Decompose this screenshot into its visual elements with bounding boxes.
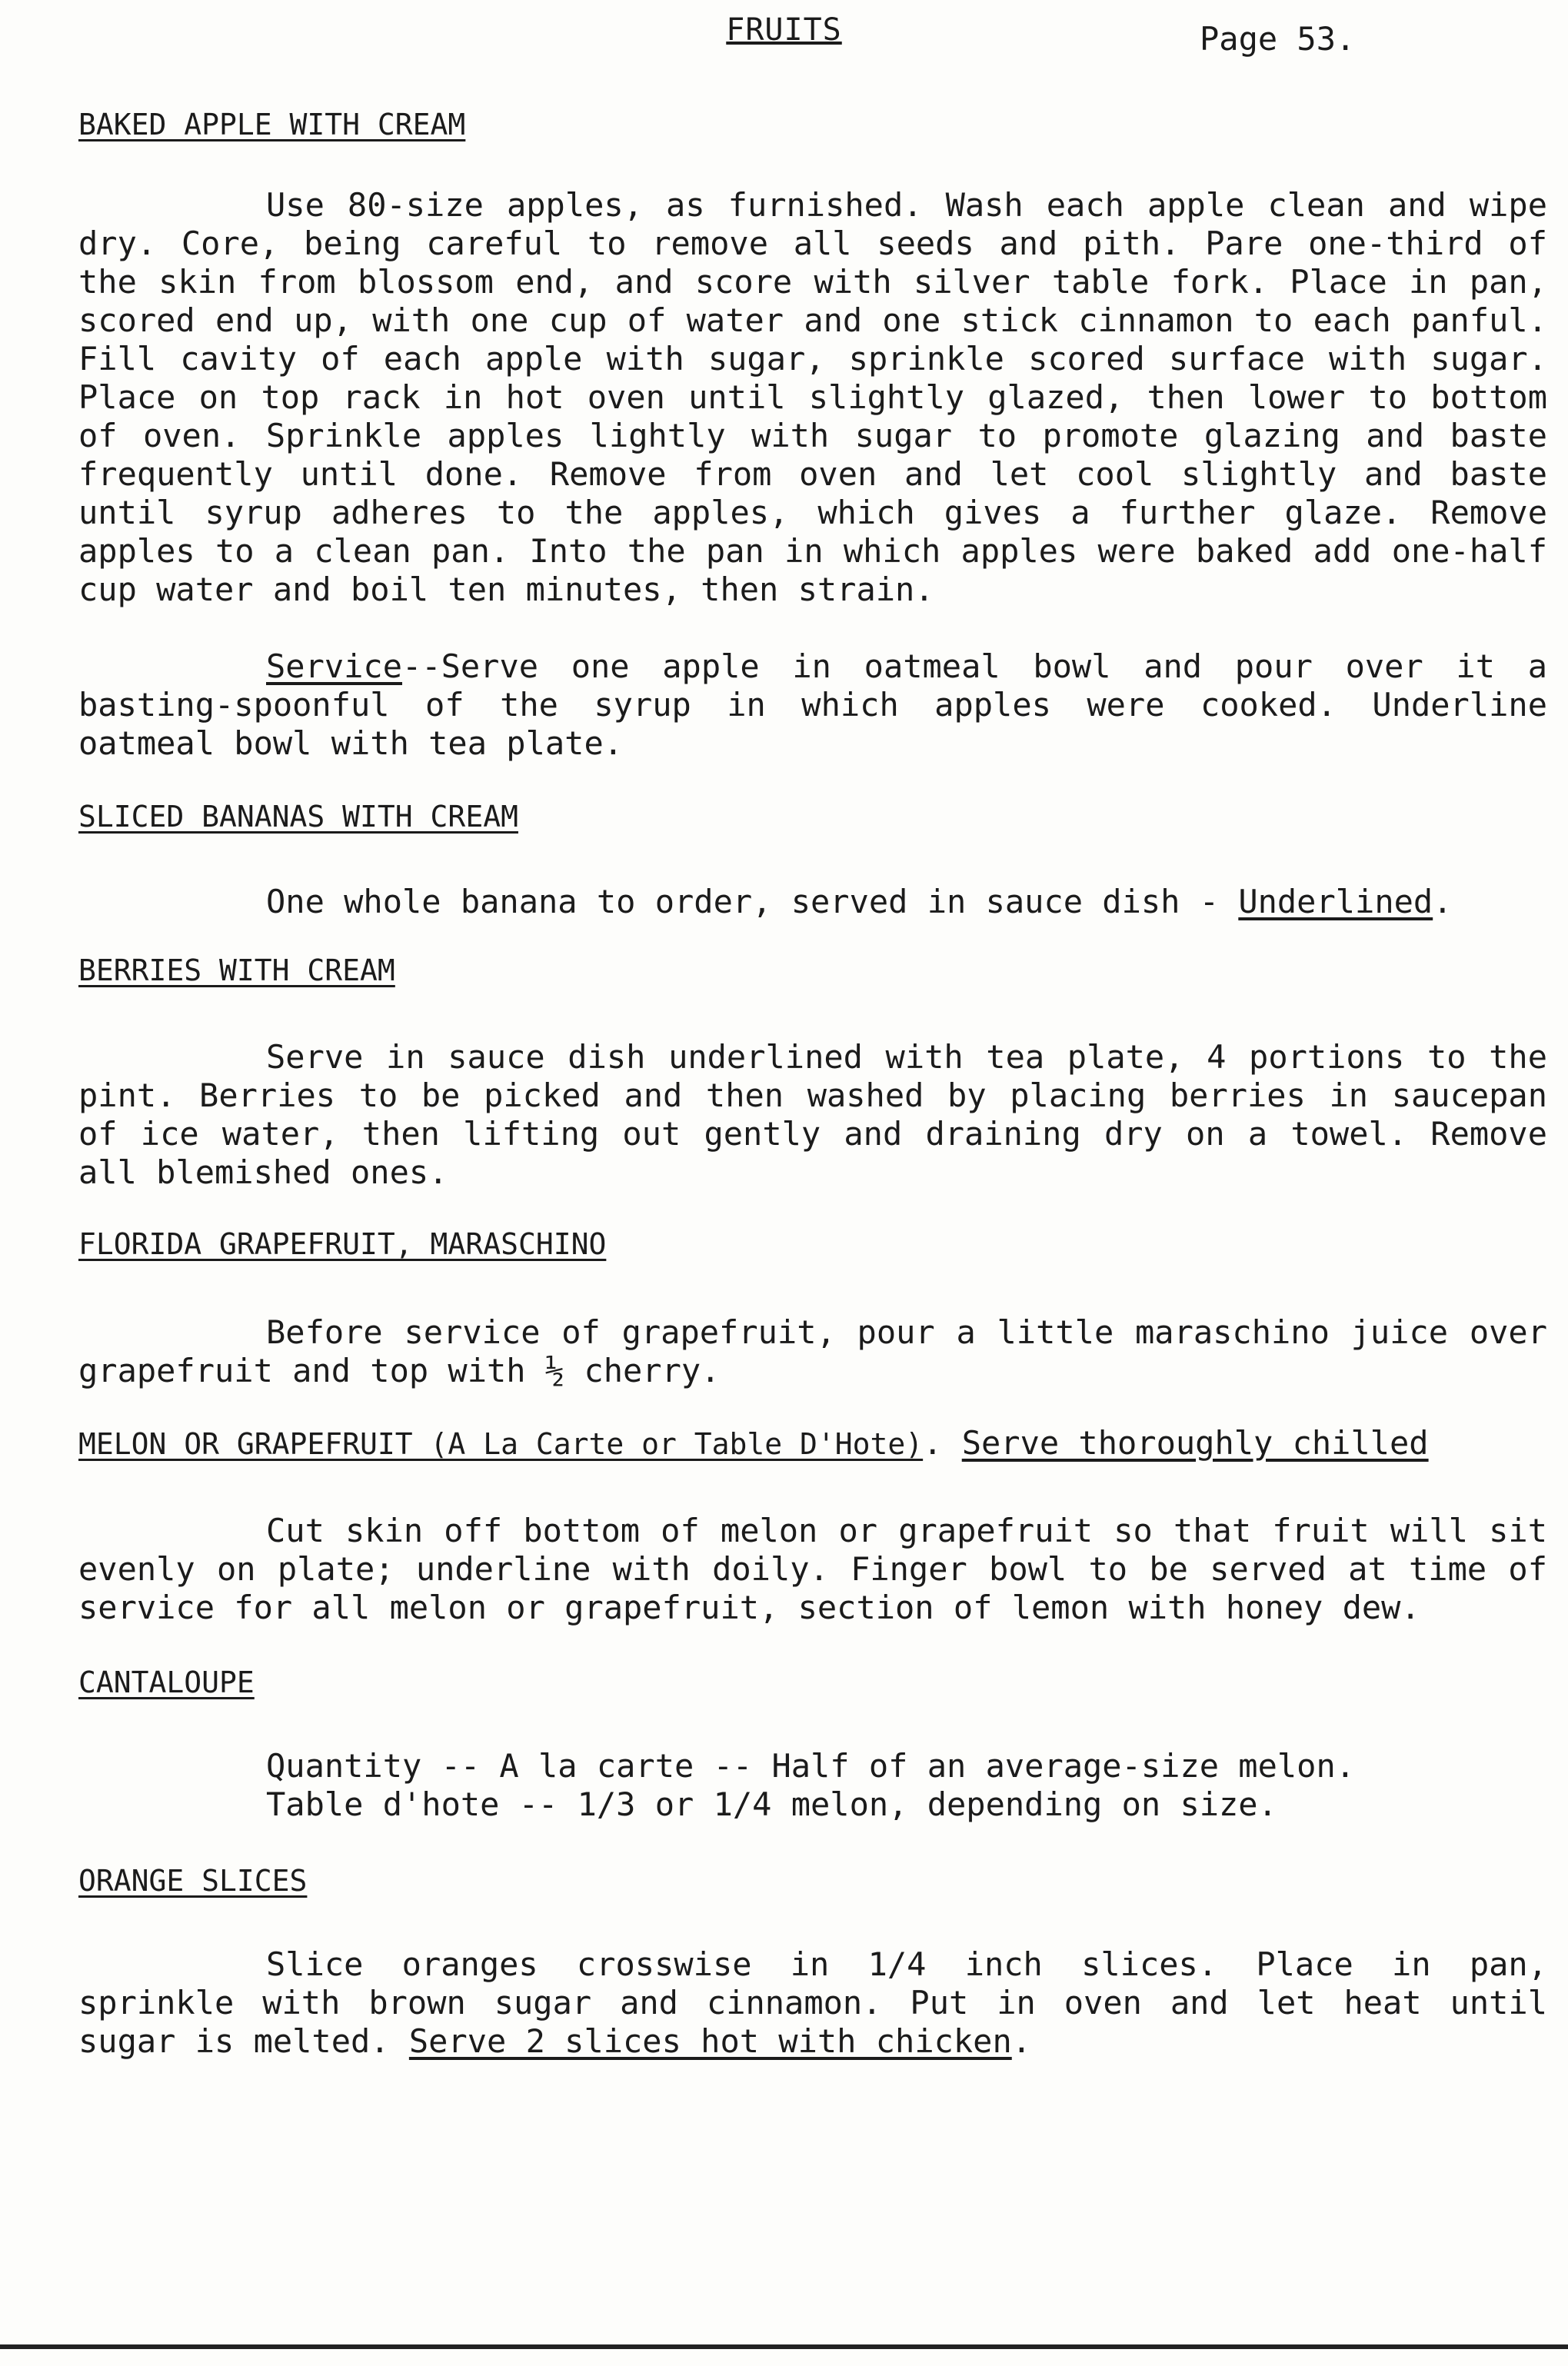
section-body-baked-apple: Use 80-size apples, as furnished. Wash each apple clean and wipe dry. Core, being careful to remove all seeds and pith. Pare one-third of the skin from blossom end, and score with silver table fork. Place in pan, scored end up, with one cup of water and one stick cinnamon to each panful. Fill cavity of each apple with sugar, sprinkle scored surface with sugar. Place on top rack in hot oven until slightly glazed, then lower to bottom of oven. Sprinkle apples lightly with sugar to promote glazing and baste frequently until done. Remove from oven and let cool slightly and baste until syrup adheres to the apples, which gives a further glaze. Remove apples to a clean pan. Into the pan in which apples were baked add one-half cup water and boil ten minutes, then strain. [78, 186, 1547, 608]
bananas-underlined: Underlined [1238, 883, 1433, 920]
section-title-bananas: SLICED BANANAS WITH CREAM [78, 800, 518, 834]
melon-title-sep: . [923, 1424, 962, 1462]
section-title-berries: BERRIES WITH CREAM [78, 953, 395, 987]
section-title-baked-apple: BAKED APPLE WITH CREAM [78, 108, 466, 141]
melon-title-note: Serve thoroughly chilled [961, 1424, 1429, 1462]
orange-emphasis: Serve 2 slices hot with chicken [408, 2022, 1012, 2060]
service-label: Service [266, 647, 403, 685]
section-title-grapefruit: FLORIDA GRAPEFRUIT, MARASCHINO [78, 1227, 607, 1261]
cantaloupe-line-1: Quantity -- A la carte -- Half of an average-size melon. [266, 1747, 1356, 1785]
section-body-melon: Cut skin off bottom of melon or grapefruit so that fruit will sit evenly on plate; underline with doily. Finger bowl to be served at time of service for all melon or grapefruit, section of lemon with honey dew. [78, 1512, 1547, 1626]
orange-text: Slice oranges crosswise in 1/4 inch slices. Place in pan, sprinkle with brown sugar and cinnamon. Put in oven and let heat until sugar is melted. [78, 1945, 1547, 2060]
bananas-text: One whole banana to order, served in sauce dish - [266, 883, 1239, 920]
section-title-orange: ORANGE SLICES [78, 1864, 308, 1898]
section-body-bananas [266, 883, 1452, 920]
service-text: --Serve one apple in oatmeal bowl and pour over it a basting-spoonful of the syrup in which apples were cooked. Underline oatmeal bowl with tea plate. [78, 647, 1547, 762]
orange-end: . [1011, 2022, 1032, 2060]
cantaloupe-line-2: Table d'hote -- 1/3 or 1/4 melon, depending on size. [266, 1785, 1277, 1823]
service-paragraph [78, 647, 1547, 763]
bananas-end: . [1433, 883, 1453, 920]
section-title-melon: MELON OR GRAPEFRUIT (A La Carte or Table D'Hote) [78, 1427, 924, 1461]
section-title-melon-row [78, 1424, 1429, 1462]
bottom-rule [0, 2344, 1568, 2349]
section-body-orange [78, 1945, 1547, 2061]
section-title-cantaloupe: CANTALOUPE [78, 1666, 255, 1699]
page-header-title: FRUITS [726, 12, 842, 48]
page-number: Page 53. [1200, 20, 1356, 58]
section-body-berries: Serve in sauce dish underlined with tea plate, 4 portions to the pint. Berries to be picked and then washed by placing berries in saucepan of ice water, then lifting out gently and draining dry on a towel. Remove all blemished ones. [78, 1038, 1547, 1191]
section-body-grapefruit: Before service of grapefruit, pour a little maraschino juice over grapefruit and top with ½ cherry. [78, 1313, 1547, 1389]
